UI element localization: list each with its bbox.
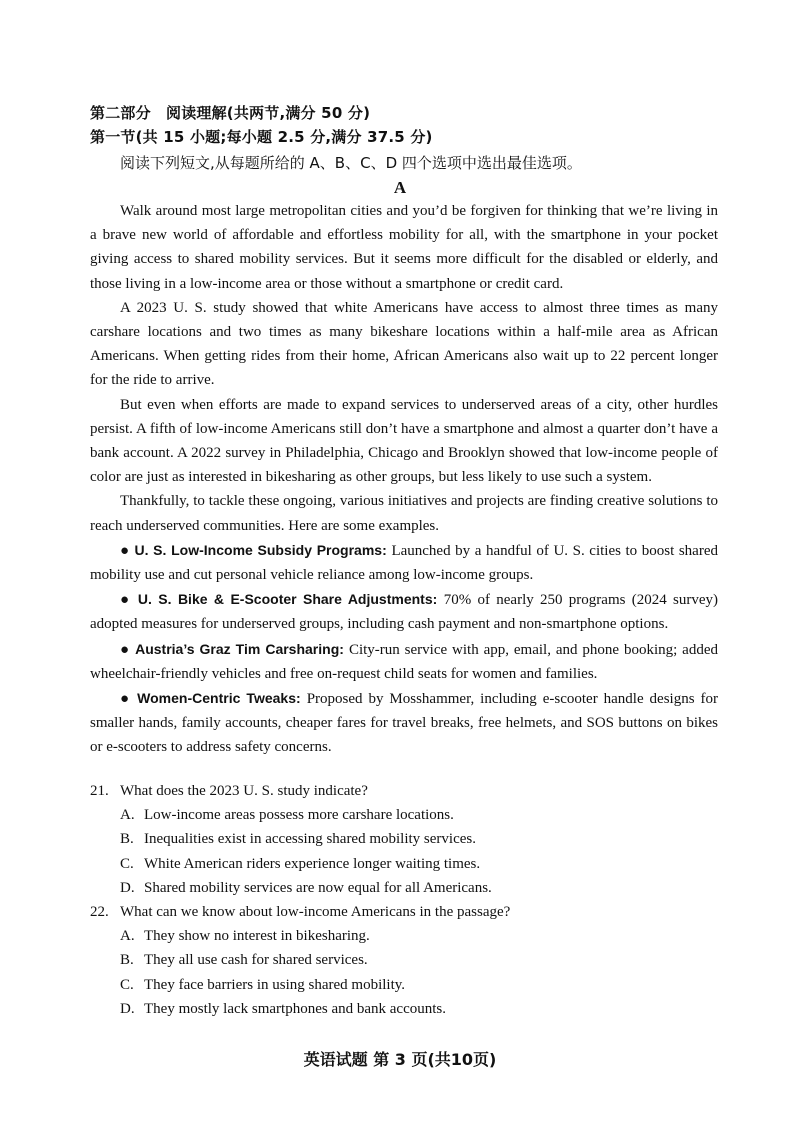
option-d[interactable]	[90, 876, 718, 900]
option-label: A.	[120, 928, 135, 945]
bullet-text: City-run service with app, email, and phone booking; added wheelchair-friendly vehicles and free on-request child seats for women and families.	[90, 641, 718, 682]
option-text: They mostly lack smartphones and bank accounts.	[144, 1000, 447, 1017]
question-21	[90, 779, 718, 803]
bullet-title: U. S. Bike & E-Scooter Share Adjustments	[137, 591, 433, 608]
bullet-icon: ●	[120, 542, 135, 559]
bullet-title: U. S. Low-Income Subsidy Programs	[134, 541, 383, 558]
question-number: 22.	[90, 904, 109, 921]
bullet-separator: :	[382, 541, 392, 558]
option-c[interactable]	[90, 852, 718, 876]
passage-body	[90, 199, 718, 760]
option-label: D.	[120, 879, 135, 896]
passage-paragraph: A 2023 U. S. study showed that white Americans have access to almost three times as many carshare locations and two times as many bikeshare locations within a half-mile area as African Americans. When getting rides from their home, African Americans also wait up to 22 percent longer for the ride to arrive.	[90, 299, 718, 389]
passage-paragraph: Walk around most large metropolitan cities and you’d be forgiven for thinking that we’re living in a brave new world of affordable and effortless mobility for all, with the smartphone in your pocket giving access to shared mobility services. But it seems more difficult for the disabled or elderly, and those living in a low-income area or those without a smartphone or credit card.	[90, 203, 718, 292]
option-text: White American riders experience longer waiting times.	[144, 855, 481, 872]
bullet-item	[90, 538, 718, 587]
option-label: B.	[120, 831, 134, 848]
bullet-separator: :	[295, 690, 307, 707]
bullet-icon: ●	[120, 641, 136, 658]
bullet-icon: ●	[120, 592, 138, 609]
page-footer: 英语试题 第 3 页(共10页)	[303, 1050, 497, 1069]
option-text: Low-income areas possess more carshare locations.	[144, 807, 454, 824]
option-label: B.	[120, 952, 134, 969]
part-title: 第二部分 阅读理解(共两节,满分 50 分)	[90, 104, 371, 122]
bullet-text: 70% of nearly 250 programs (2024 survey) adopted measures for underserved groups, including cash payment and non-smartphone options.	[90, 592, 718, 633]
option-b[interactable]	[90, 948, 718, 972]
option-a[interactable]	[90, 803, 718, 827]
bullet-item	[90, 686, 718, 760]
option-label: D.	[120, 1000, 135, 1017]
question-block	[90, 779, 718, 1021]
option-label: C.	[120, 976, 134, 993]
option-d[interactable]	[90, 997, 718, 1021]
option-text: They face barriers in using shared mobility.	[144, 976, 406, 993]
bullet-title: Austria’s Graz Tim Carsharing	[135, 640, 340, 657]
bullet-separator: :	[432, 591, 444, 608]
passage-label: A	[393, 178, 407, 197]
bullet-item	[90, 637, 718, 686]
option-text: Inequalities exist in accessing shared mobility services.	[144, 831, 476, 848]
option-b[interactable]	[90, 827, 718, 851]
question-22	[90, 900, 718, 924]
bullet-title: Women-Centric Tweaks	[137, 690, 296, 707]
option-text: They show no interest in bikesharing.	[144, 928, 370, 945]
question-text: What does the 2023 U. S. study indicate?	[120, 783, 368, 799]
question-number: 21.	[90, 783, 109, 799]
section-title: 第一节(共 15 小题;每小题 2.5 分,满分 37.5 分)	[90, 128, 433, 146]
question-text: What can we know about low-income Americans in the passage?	[120, 904, 511, 921]
option-c[interactable]	[90, 973, 718, 997]
passage-paragraph: Thankfully, to tackle these ongoing, various initiatives and projects are finding creative solutions to reach underserved communities. Here are some examples.	[90, 493, 718, 534]
passage-paragraph: But even when efforts are made to expand services to underserved areas of a city, other hurdles persist. A fifth of low-income Americans still don’t have a smartphone and almost a quarter don’t have a bank account. A 2022 survey in Philadelphia, Chicago and Brooklyn showed that low-income people of color are just as interested in bikesharing as other groups, but less likely to use such a system.	[90, 396, 718, 486]
option-text: Shared mobility services are now equal for all Americans.	[144, 879, 492, 896]
bullet-text: Launched by a handful of U. S. cities to boost shared mobility use and cut personal vehicle reliance among low-income groups.	[90, 542, 718, 584]
bullet-item	[90, 587, 718, 636]
bullet-text: Proposed by Mosshammer, including e-scooter handle designs for smaller hands, family accounts, cheaper fares for travel breaks, free helmets, and SOS buttons on bikes or e-scooters to address safety concerns.	[90, 691, 718, 756]
bullet-separator: :	[339, 640, 349, 657]
option-label: A.	[120, 807, 135, 824]
option-label: C.	[120, 855, 134, 872]
instruction-text: 阅读下列短文,从每题所给的 A、B、C、D 四个选项中选出最佳选项。	[120, 154, 582, 172]
option-text: They all use cash for shared services.	[144, 952, 368, 969]
bullet-icon: ●	[120, 691, 138, 708]
option-a[interactable]	[90, 924, 718, 948]
